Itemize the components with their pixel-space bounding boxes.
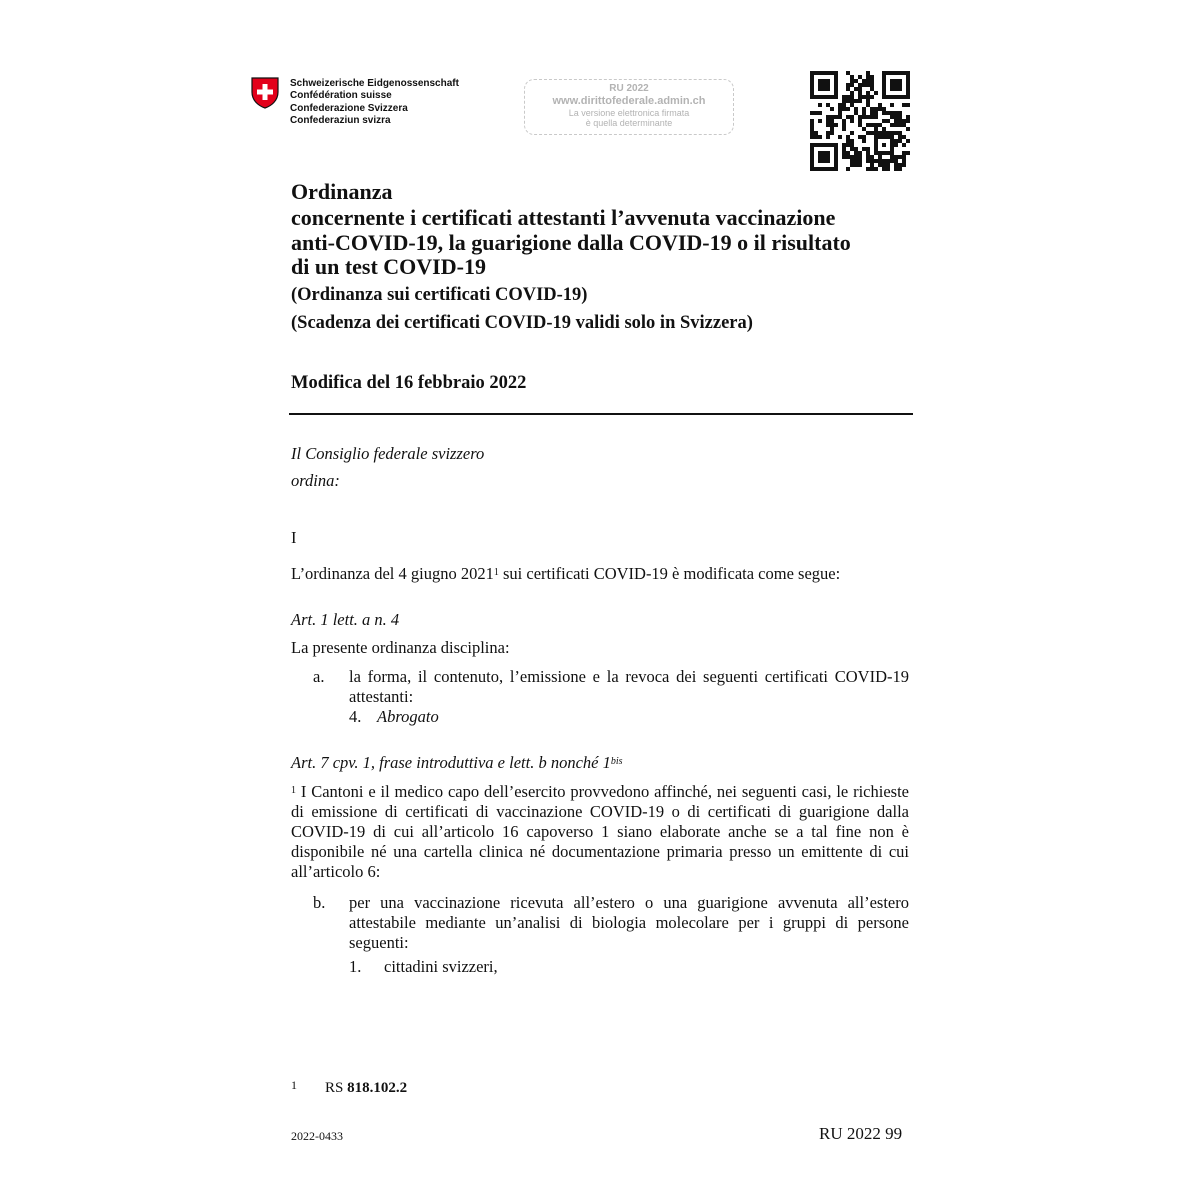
amendment-date: Modifica del 16 febbraio 2022 xyxy=(291,373,527,393)
art7-heading-text: Art. 7 cpv. 1, frase introduttiva e lett. b nonché 1 xyxy=(291,753,611,772)
swiss-coat-of-arms-icon xyxy=(251,77,279,109)
confederation-name-fr: Confédération suisse xyxy=(290,90,392,102)
art7-item-text: per una vaccinazione ricevuta all’estero o una guarigione avvenuta all’estero attestabile mediante un’analisi di biologia molecolare per i gruppi di persone seguenti: xyxy=(349,893,909,952)
art1-item-text: la forma, il contenuto, l’emissione e la revoca dei seguenti certificati COVID-19 attestanti: xyxy=(349,667,909,706)
title-line-1: Ordinanza xyxy=(291,179,393,204)
title-line-2: concernente i certificati attestanti l’avvenuta vaccinazione xyxy=(291,205,836,230)
intro-paragraph xyxy=(291,564,840,584)
preamble-ordains: ordina: xyxy=(291,471,340,490)
art7-heading-sup: bis xyxy=(610,756,623,767)
confederation-name-de: Schweizerische Eidgenossenschaft xyxy=(290,78,459,89)
qr-code-icon[interactable] xyxy=(810,71,910,171)
stamp-collection: RU 2022 xyxy=(609,83,649,94)
art7-paragraph-1 xyxy=(291,782,909,882)
art1-lead: La presente ordinanza disciplina: xyxy=(291,638,510,657)
section-number: I xyxy=(291,528,297,547)
stamp-note-line2: è quella determinante xyxy=(585,118,673,128)
art1-item-label: a. xyxy=(313,667,325,686)
art7-heading xyxy=(291,753,623,773)
intro-text-start: L’ordinanza del 4 giugno 2021 xyxy=(291,564,494,583)
art1-heading: Art. 1 lett. a n. 4 xyxy=(291,610,400,629)
footnote-number: 1 xyxy=(291,1078,297,1092)
confederation-name-it: Confederazione Svizzera xyxy=(290,102,408,114)
publication-stamp xyxy=(524,79,734,135)
footnote-reference[interactable]: 1 xyxy=(493,567,499,578)
art7-paragraph-number: 1 xyxy=(291,785,296,796)
art7-sub-label: 1. xyxy=(349,957,362,976)
page-reference: RU 2022 99 xyxy=(819,1124,903,1143)
footnote-text xyxy=(325,1080,407,1097)
title-line-4: di un test COVID-19 xyxy=(291,254,486,279)
art1-sub-label: 4. xyxy=(349,707,362,726)
subject-title: (Scadenza dei certificati COVID-19 validi solo in Svizzera) xyxy=(291,313,753,333)
intro-text-end: sui certificati COVID-19 è modificata come segue: xyxy=(498,564,841,583)
confederation-names xyxy=(290,78,459,128)
art7-paragraph-text: I Cantoni e il medico capo dell’esercito provvedono affinché, nei seguenti casi, le richieste di emissione di certificati di vaccinazione COVID-19 o di certificati di guarigione dalla COVID-19 di cui all’articolo 16 capoverso 1 siano elaborate anche se a tal fine non è disponibile né una cartella clinica né documentazione primaria presso un emittente di cui all’articolo 6: xyxy=(291,782,909,881)
art7-sub-text: cittadini svizzeri, xyxy=(384,957,498,976)
title-divider xyxy=(289,413,913,415)
confederation-name-rm: Confederaziun svizra xyxy=(290,115,391,127)
preamble-authority: Il Consiglio federale svizzero xyxy=(291,444,485,463)
footnote-sr-number[interactable]: 818.102.2 xyxy=(347,1080,408,1096)
stamp-note-line1: La versione elettronica firmata xyxy=(568,108,690,118)
document-id: 2022-0433 xyxy=(291,1129,343,1143)
title-line-3: anti-COVID-19, la guarigione dalla COVID-19 o il risultato xyxy=(291,230,851,255)
footnote-prefix: RS xyxy=(325,1080,348,1096)
art1-sub-text: Abrogato xyxy=(377,707,439,726)
short-title: (Ordinanza sui certificati COVID-19) xyxy=(291,285,588,305)
stamp-website-link[interactable]: www.dirittofederale.admin.ch xyxy=(552,95,706,107)
art7-item-label: b. xyxy=(313,893,326,912)
